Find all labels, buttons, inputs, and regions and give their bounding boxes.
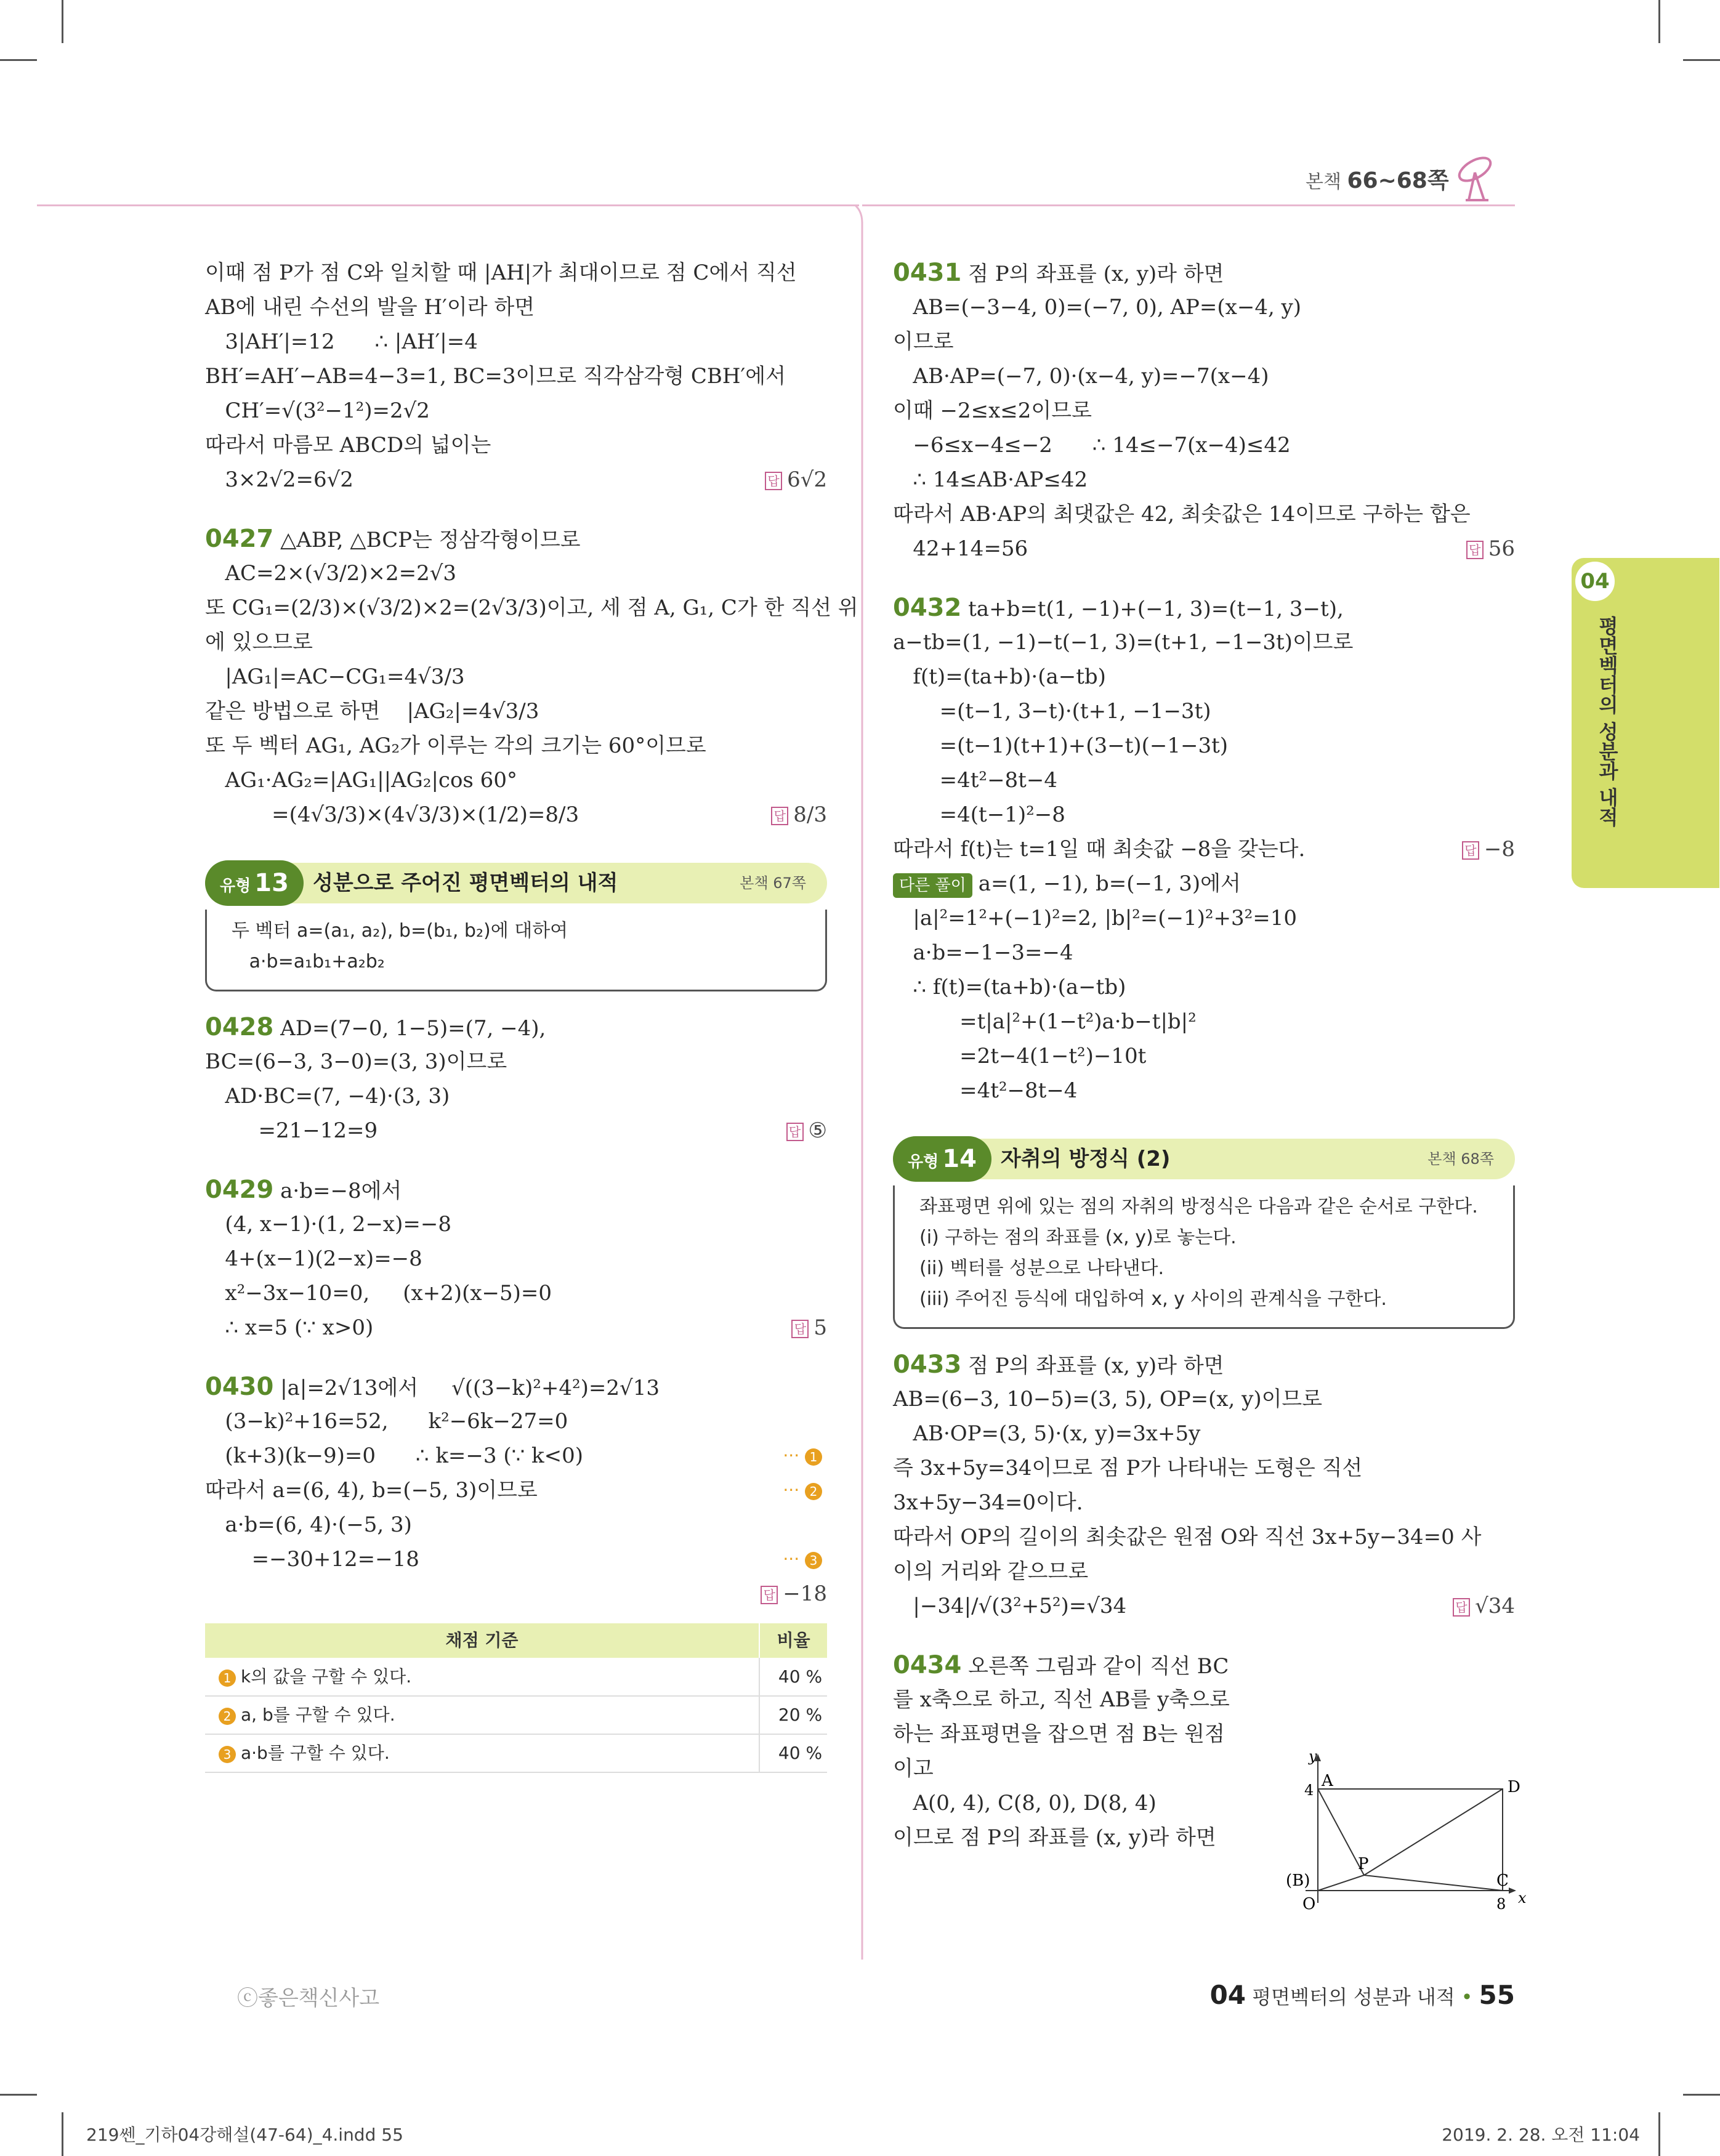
line-text: 따라서 마름모 ABCD의 넓이는 [205,433,491,458]
header-range: 66~68쪽 [1347,168,1449,193]
type-title: 성분으로 주어진 평면벡터의 내적 [313,871,618,895]
line-text: AB·OP=(3, 5)·(x, y)=3x+5y [893,1421,1201,1446]
spacer [205,832,827,857]
type-header [893,1139,1515,1179]
column-divider [853,204,871,1960]
solution-line [893,497,1515,531]
type-badge [893,1136,991,1182]
step-number: 2 [805,1483,822,1500]
solution-line [893,1382,1515,1416]
header-prefix: 본책 [1306,171,1347,193]
solution-line [205,290,827,325]
solution-line [205,1473,827,1508]
answer [1462,832,1515,866]
solution-line [205,694,827,729]
label-p: P [1358,1855,1369,1873]
slug-date: 2019. 2. 28. 오전 11:04 [1442,2125,1640,2145]
crop-mark [0,59,37,61]
solution-line [893,1520,1515,1554]
answer [791,1310,827,1345]
page-footer [1210,1980,1515,2010]
type-box [893,1139,1515,1329]
solution-line [893,1451,1515,1485]
type-header [205,863,827,903]
problem-number: 0434 [893,1651,962,1679]
answer [1466,531,1515,566]
solution-line [205,394,827,428]
problem-number: 0429 [205,1176,274,1204]
answer-icon: 답 [765,472,782,490]
solution-line [205,1542,827,1577]
line-text: 이의 거리와 같으므로 [893,1559,1089,1584]
solution-line [893,531,1515,566]
chapter-tab[interactable] [1572,558,1719,888]
type-ref: 본책 67쪽 [740,874,806,892]
solution-line [893,935,1515,970]
type-line: (i) 구하는 점의 좌표를 (x, y)로 놓는다. [919,1227,1237,1248]
alt-solution-badge: 다른 풀이 [893,873,972,898]
line-text: =4t²−8t−4 [893,1078,1078,1103]
solution-line [205,1173,827,1207]
line-text: |a|²=1²+(−1)²=2, |b|²=(−1)²+3²=10 [893,906,1298,931]
solution-line [205,1508,827,1542]
type-title: 자취의 방정식 (2) [1001,1147,1171,1171]
solution-line [893,428,1515,462]
line-text: (4, x−1)·(1, 2−x)=−8 [205,1212,451,1237]
type-content [205,910,827,991]
line-text: ∴ 14≤AB·AP≤42 [893,467,1088,492]
type-ref: 본책 68쪽 [1427,1150,1494,1168]
type-content [893,1185,1515,1329]
solution-line [205,1439,827,1473]
footer-dot: • [1461,1985,1473,2009]
type-badge-label: 유형 [220,877,251,895]
line-text: 또 두 벡터 AG₁, AG₂가 이루는 각의 크기는 60°이므로 [205,733,706,758]
satellite-dish-icon [1450,145,1500,206]
type-badge-number: 14 [942,1145,977,1173]
problem-number: 0430 [205,1373,274,1401]
solution-line [205,729,827,763]
left-column [205,256,858,1773]
table-row [205,1734,827,1772]
line-text: a−tb=(1, −1)−t(−1, 3)=(t+1, −1−3t)이므로 [893,630,1354,655]
line-text: 이때 점 P가 점 C와 일치할 때 |AH|가 최대이므로 점 C에서 직선 [205,260,797,285]
step-marker: ··· 2 [783,1473,827,1508]
solution-line [893,763,1515,797]
answer [1453,1589,1515,1623]
step-number: 1 [219,1669,236,1687]
line-text: =21−12=9 [205,1118,378,1143]
answer-value: 8/3 [793,802,827,827]
line-text: 이때 −2≤x≤2이므로 [893,398,1092,423]
crop-mark [1658,2112,1660,2156]
solution-line [893,832,1515,866]
crop-mark [62,0,63,43]
line-text: 점 P의 좌표를 (x, y)라 하면 [961,1354,1224,1378]
solution-line [205,797,827,832]
solution-line [893,394,1515,428]
header-rule [37,204,859,206]
solution-line [893,591,1515,625]
line-text: 를 x축으로 하고, 직선 AB를 y축으로 [893,1687,1230,1712]
line-text: AB=(−3−4, 0)=(−7, 0), AP=(x−4, y) [893,295,1302,320]
solution-line [893,290,1515,325]
solution-line [205,1577,827,1611]
type-line: 두 벡터 a=(a₁, a₂), b=(b₁, b₂)에 대하여 [232,920,568,942]
line-text: 따라서 f(t)는 t=1일 때 최솟값 −8을 갖는다. [893,837,1306,862]
line-text: 42+14=56 [893,536,1028,561]
solution-line [893,1073,1515,1108]
ratio-cell: 20 % [759,1696,827,1734]
line-text: AB·AP=(−7, 0)·(x−4, y)=−7(x−4) [893,364,1269,389]
solution-line [893,462,1515,497]
chapter-tab-title: 평면벡터의 성분과 내적 [1596,616,1619,827]
line-text: 같은 방법으로 하면 |AG₂|=4√3/3 [205,699,539,724]
solution-line [205,1113,827,1148]
step-number: 2 [219,1708,236,1725]
solution-line [893,1589,1515,1623]
line-text: AB=(6−3, 10−5)=(3, 5), OP=(x, y)이므로 [893,1387,1323,1411]
table-row [205,1658,827,1696]
step-number: 3 [219,1746,236,1763]
solution-line [893,625,1515,660]
slug-file: 219쎈_기하04강해설(47-64)_4.indd 55 [86,2125,403,2145]
criteria-header: 채점 기준 [205,1623,759,1658]
label-y: y [1309,1749,1317,1765]
spacer [205,1345,827,1370]
solution-line [205,1242,827,1276]
solution-line [205,1079,827,1113]
solution-line [205,1010,827,1044]
solution-line [205,1044,827,1079]
solution-line [893,1485,1515,1520]
line-text: |AG₁|=AC−CG₁=4√3/3 [205,664,465,689]
label-4: 4 [1304,1782,1314,1799]
line-text: AG₁·AG₂=|AG₁||AG₂|cos 60° [205,768,517,793]
solution-line [893,797,1515,832]
answer-icon: 답 [771,807,788,825]
solution-line [205,660,827,694]
line-text: 즉 3x+5y=34이므로 점 P가 나타내는 도형은 직선 [893,1456,1363,1480]
footer-chapter: 평면벡터의 성분과 내적 [1252,1985,1455,2009]
answer-value: −18 [783,1581,827,1606]
answer-icon: 답 [786,1123,804,1141]
solution-line [893,359,1515,394]
answer-value: ⑤ [808,1118,827,1143]
solution-line [205,556,827,591]
solution-line [893,1347,1515,1382]
line-text: 3×2√2=6√2 [205,467,353,492]
line-text: BC=(6−3, 3−0)=(3, 3)이므로 [205,1049,507,1074]
solution-line [205,522,827,556]
line-text: AD=(7−0, 1−5)=(7, −4), [273,1016,546,1041]
answer [771,797,827,832]
line-text: =2t−4(1−t²)−10t [893,1044,1147,1068]
line-text: (3−k)²+16=52, k²−6k−27=0 [205,1409,568,1434]
solution-line [893,325,1515,359]
solution-line [205,462,827,497]
line-text: △ABP, △BCP는 정삼각형이므로 [273,528,581,552]
problem-number: 0433 [893,1351,962,1379]
type-line: (ii) 벡터를 성분으로 나타낸다. [919,1258,1165,1279]
answer-icon: 답 [1453,1598,1470,1617]
solution-line [893,694,1515,729]
crop-mark [62,2112,63,2156]
label-b: (B) [1286,1871,1310,1890]
solution-line [893,1648,1515,1682]
solution-line [893,1682,1515,1717]
label-o: O [1302,1895,1316,1913]
solution-line [205,359,827,394]
criteria-text: a, b를 구할 수 있다. [241,1705,395,1725]
coordinate-figure [1281,1749,1527,1915]
solution-line [893,1717,1515,1751]
solution-line [205,625,827,660]
spacer [893,566,1515,591]
line-text: 에 있으므로 [205,630,313,655]
problem-number: 0428 [205,1013,274,1041]
answer-value: −8 [1484,837,1515,862]
crop-mark [1658,0,1660,43]
solution-line [205,1207,827,1242]
solution-line [205,256,827,290]
line-text: ta+b=t(1, −1)+(−1, 3)=(t−1, 3−t), [961,597,1344,621]
line-text: |a|=2√13에서 √((3−k)²+4²)=2√13 [273,1376,660,1400]
crop-mark [1683,2094,1720,2096]
type-box [205,863,827,991]
solution-line [205,1276,827,1310]
solution-line [893,1554,1515,1589]
line-text: a=(1, −1), b=(−1, 3)에서 [978,871,1241,896]
answer-value: 5 [814,1315,827,1340]
line-text: CH′=√(3²−1²)=2√2 [205,398,430,423]
spacer [205,497,827,522]
page-number: 55 [1479,1980,1515,2010]
crop-mark [0,2094,37,2096]
solution-line [893,1039,1515,1073]
line-text: a·b=−1−3=−4 [893,940,1073,965]
line-text: =4(t−1)²−8 [893,802,1065,827]
solution-line [205,591,858,625]
answer [765,462,827,497]
solution-line [205,763,827,797]
answer-icon: 답 [761,1586,778,1604]
solution-line [893,256,1515,290]
label-c: C [1496,1871,1509,1890]
problem-number: 0432 [893,594,962,622]
solution-line [893,729,1515,763]
criteria-cell [205,1734,759,1772]
line-text: ∴ x=5 (∵ x>0) [205,1315,374,1340]
line-text: 4+(x−1)(2−x)=−8 [205,1246,422,1271]
footer-chapter-num: 04 [1209,1980,1246,2010]
chapter-tab-number: 04 [1572,558,1618,605]
answer [761,1577,827,1611]
step-marker: ··· 1 [783,1439,827,1473]
line-text: AD·BC=(7, −4)·(3, 3) [205,1084,450,1108]
answer-icon: 답 [791,1320,809,1338]
line-text: (k+3)(k−9)=0 ∴ k=−3 (∵ k<0) [205,1443,584,1468]
line-text: =4t²−8t−4 [893,768,1057,793]
line-text: x²−3x−10=0, (x+2)(x−5)=0 [205,1281,552,1306]
criteria-cell [205,1658,759,1696]
line-text: 또 CG₁=(2/3)×(√3/2)×2=(2√3/3)이고, 세 점 A, G₁, C가 한 직선 위 [205,596,858,620]
line-text: 오른쪽 그림과 같이 직선 BC [961,1654,1229,1679]
ratio-cell: 40 % [759,1734,827,1772]
solution-line [205,1310,827,1345]
solution-line [893,970,1515,1004]
line-text: 따라서 AB·AP의 최댓값은 42, 최솟값은 14이므로 구하는 합은 [893,502,1471,527]
type-line: a·b=a₁b₁+a₂b₂ [232,951,385,972]
line-text: =t|a|²+(1−t²)a·b−t|b|² [893,1009,1197,1034]
answer-value: √34 [1475,1594,1515,1618]
problem-number: 0431 [893,259,962,287]
type-badge-label: 유형 [908,1153,939,1171]
spacer [205,1148,827,1173]
page-header [1306,163,1449,195]
step-number: 3 [805,1552,822,1569]
solution-line [893,1004,1515,1039]
right-column [893,256,1515,1855]
ratio-header: 비율 [759,1623,827,1658]
label-d: D [1508,1778,1520,1796]
line-text: 하는 좌표평면을 잡으면 점 B는 원점 [893,1722,1225,1746]
solution-line [893,660,1515,694]
line-text: =(t−1)(t+1)+(3−t)(−1−3t) [893,733,1228,758]
line-text: 따라서 OP의 길이의 최솟값은 원점 O와 직선 3x+5y−34=0 사 [893,1525,1482,1549]
type-line: 좌표평면 위에 있는 점의 자취의 방정식은 다음과 같은 순서로 구한다. [919,1196,1478,1217]
label-x: x [1518,1889,1527,1907]
label-a: A [1322,1772,1333,1790]
crop-mark [1683,59,1720,61]
criteria-text: a·b를 구할 수 있다. [241,1743,390,1763]
line-text: =−30+12=−18 [205,1547,419,1572]
type-line: (iii) 주어진 등식에 대입하여 x, y 사이의 관계식을 구한다. [919,1288,1387,1310]
line-text: 따라서 a=(6, 4), b=(−5, 3)이므로 [205,1478,538,1503]
solution-line [205,325,827,359]
line-text: AB에 내린 수선의 발을 H′이라 하면 [205,295,535,320]
ratio-cell: 40 % [759,1658,827,1696]
answer-icon: 답 [1466,541,1484,559]
line-text: ∴ f(t)=(ta+b)·(a−tb) [893,975,1126,999]
line-text: AC=2×(√3/2)×2=2√3 [205,561,457,586]
line-text: 이므로 [893,329,954,354]
solution-line [893,866,1515,901]
label-8: 8 [1496,1896,1506,1913]
spacer [893,1623,1515,1648]
table-row [205,1696,827,1734]
solution-line [205,1404,827,1439]
criteria-cell [205,1696,759,1734]
solution-line [893,1416,1515,1451]
spacer [893,1108,1515,1133]
answer-value: 56 [1488,536,1515,561]
answer [786,1113,827,1148]
header-rule [862,204,1515,206]
line-text: =(t−1, 3−t)·(t+1, −1−3t) [893,699,1211,724]
line-text: A(0, 4), C(8, 0), D(8, 4) [893,1791,1157,1815]
type-badge [205,860,304,906]
line-text: 3|AH′|=12 ∴ |AH′|=4 [205,329,478,354]
line-text: 이고 [893,1756,934,1781]
line-text: −6≤x−4≤−2 ∴ 14≤−7(x−4)≤42 [893,433,1291,458]
grading-table [205,1623,827,1773]
line-text: a·b=−8에서 [273,1179,402,1203]
line-text: =(4√3/3)×(4√3/3)×(1/2)=8/3 [205,802,579,827]
answer-icon: 답 [1462,841,1479,860]
publisher: ⓒ좋은책신사고 [237,1986,380,2011]
line-text: f(t)=(ta+b)·(a−tb) [893,664,1106,689]
step-marker: ··· 3 [783,1542,827,1577]
line-text: 3x+5y−34=0이다. [893,1490,1083,1515]
solution-line [893,901,1515,935]
line-text: 점 P의 좌표를 (x, y)라 하면 [961,262,1224,286]
line-text: 이므로 점 P의 좌표를 (x, y)라 하면 [893,1825,1216,1850]
answer-value: 6√2 [787,467,827,492]
solution-line [205,428,827,462]
type-badge-number: 13 [254,869,289,897]
step-number: 1 [805,1448,822,1466]
line-text: |−34|/√(3²+5²)=√34 [893,1594,1127,1618]
line-text: a·b=(6, 4)·(−5, 3) [205,1512,412,1537]
problem-number: 0427 [205,525,274,553]
line-text: BH′=AH′−AB=4−3=1, BC=3이므로 직각삼각형 CBH′에서 [205,364,786,389]
solution-line [205,1370,827,1404]
criteria-text: k의 값을 구할 수 있다. [241,1666,412,1687]
